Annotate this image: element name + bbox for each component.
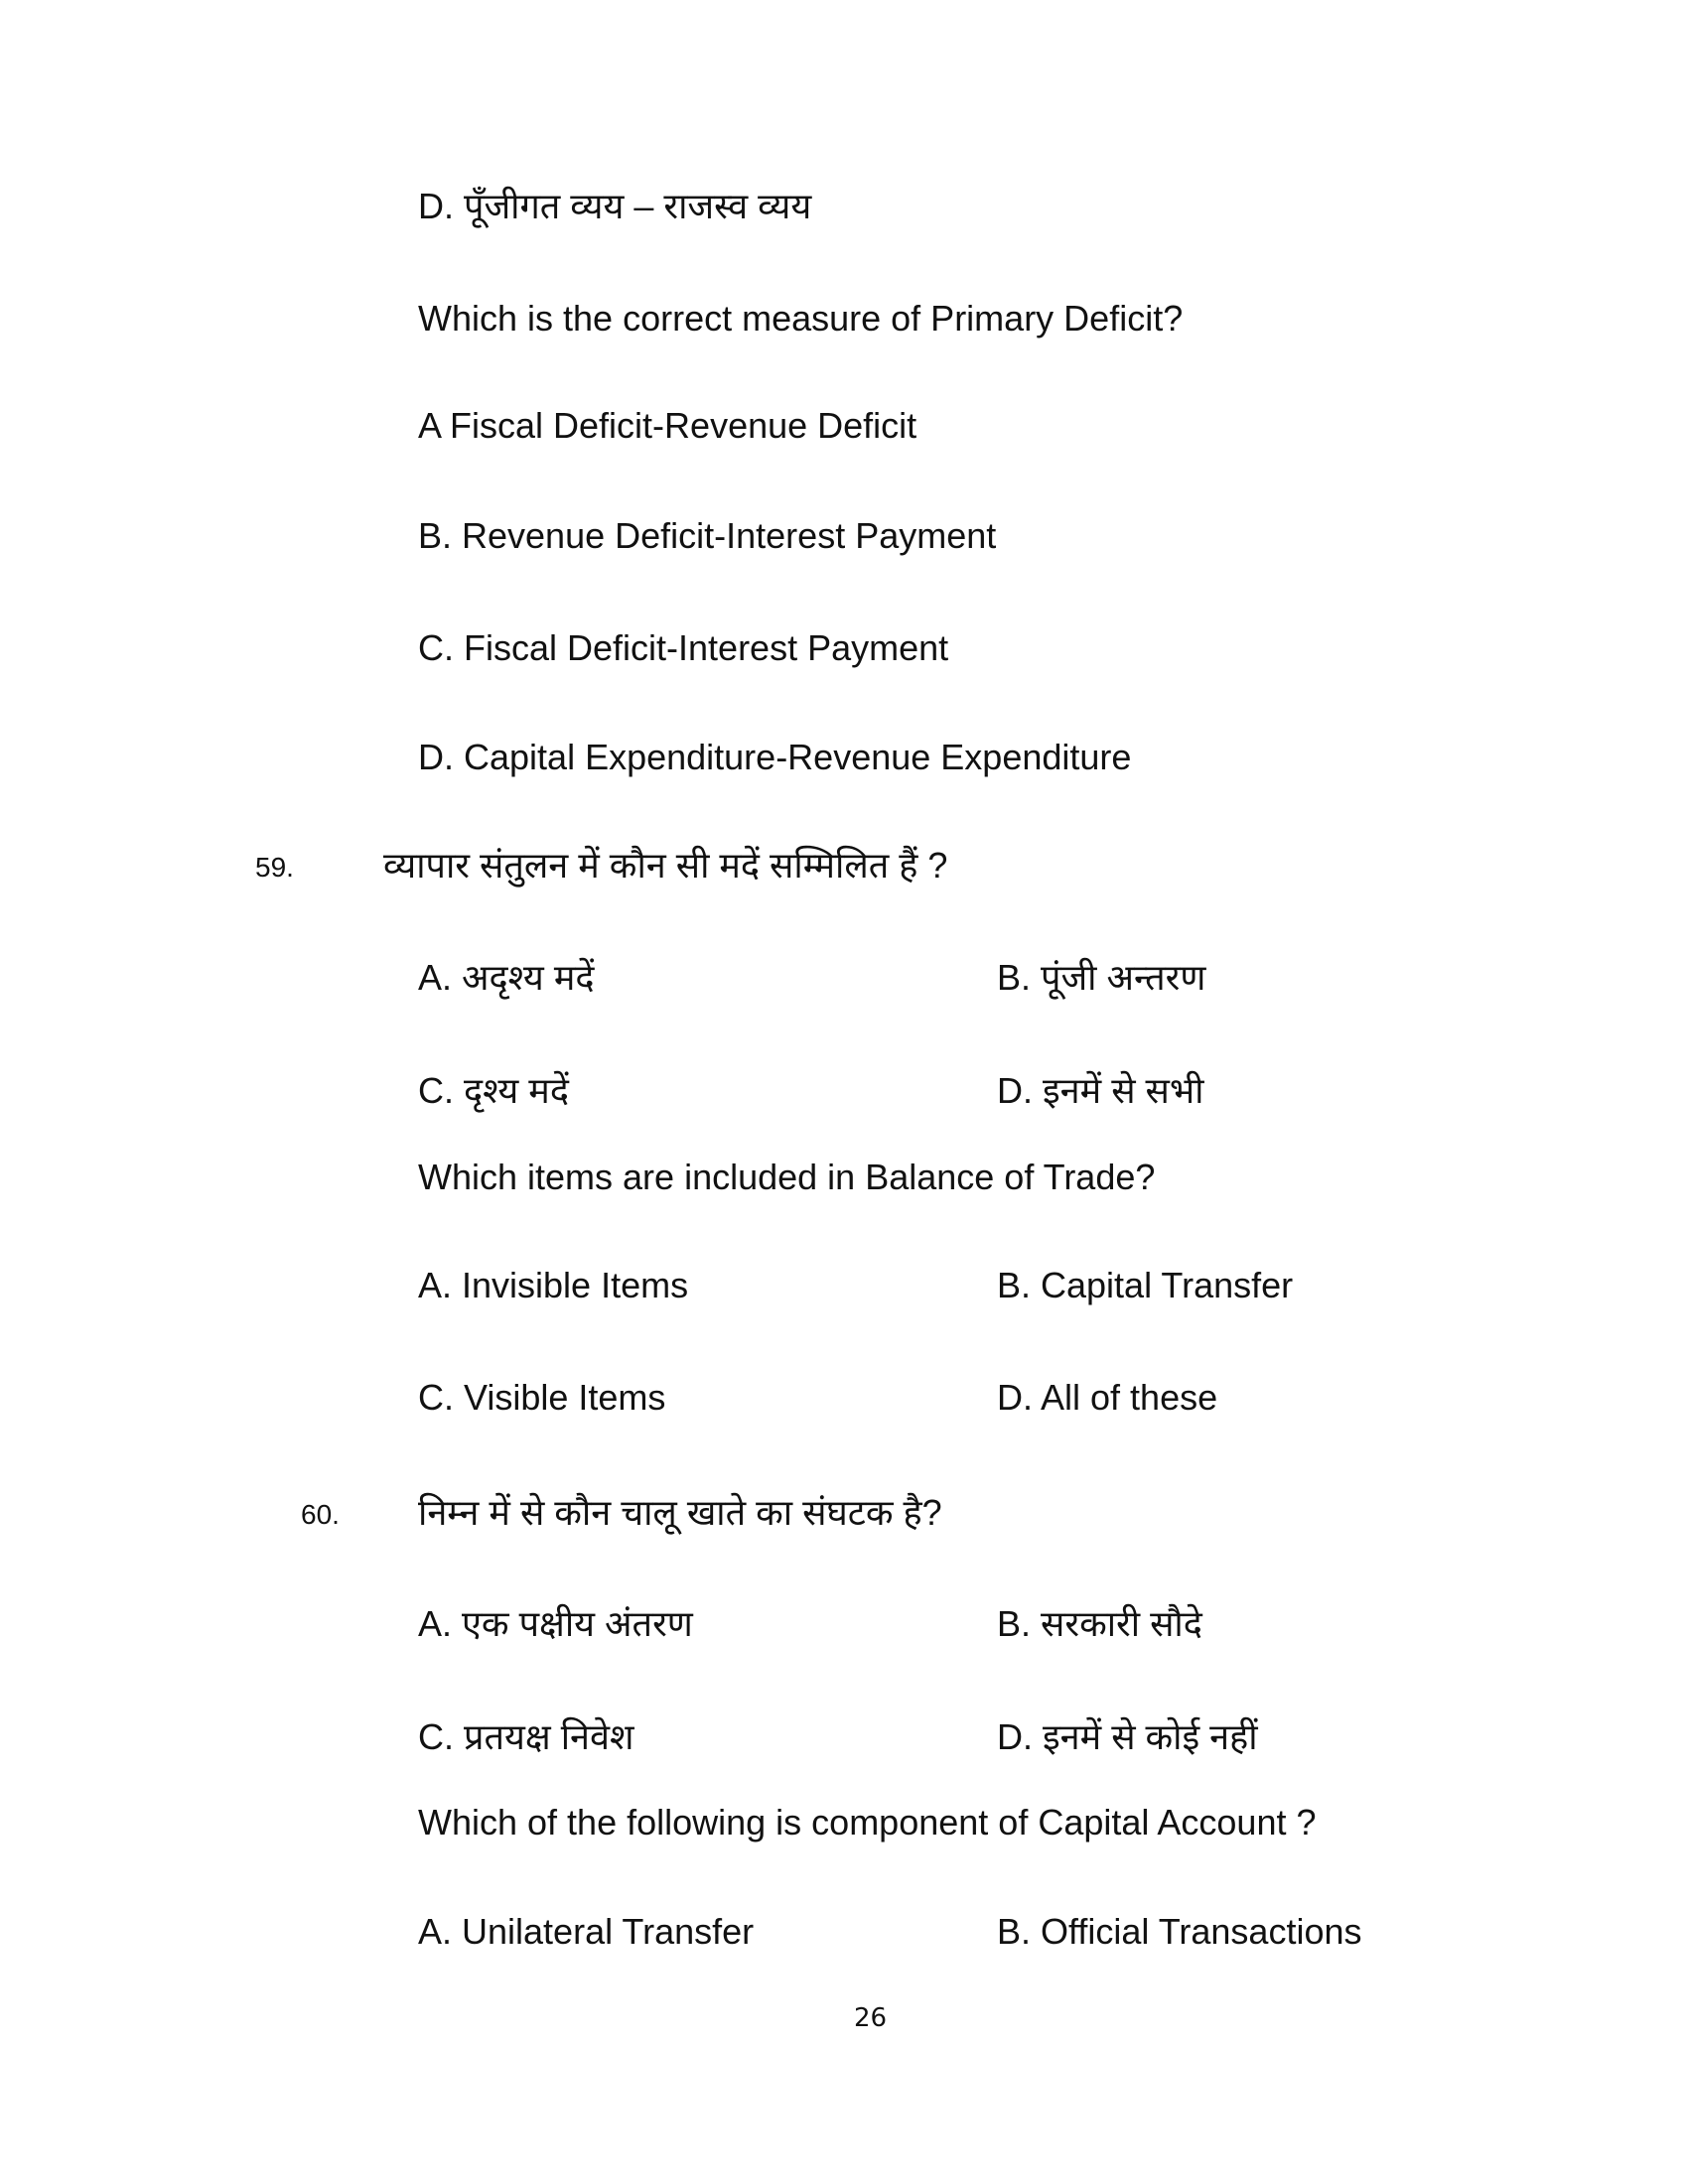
q58-hi-option-d: D. पूँजीगत व्यय – राजस्व व्यय (418, 186, 812, 226)
q58-en-option-b: B. Revenue Deficit-Interest Payment (418, 515, 997, 556)
q59-en-option-a: A. Invisible Items (418, 1265, 689, 1305)
q59-number: 59. (255, 852, 294, 883)
q60-hi-option-b: B. सरकारी सौदे (997, 1603, 1202, 1644)
q58-en-option-a: A Fiscal Deficit-Revenue Deficit (418, 405, 917, 446)
q59-hi-option-b: B. पूंजी अन्तरण (997, 957, 1206, 998)
q58-en-option-d: D. Capital Expenditure-Revenue Expenditure (418, 737, 1132, 777)
q59-en-option-d: D. All of these (997, 1377, 1218, 1418)
q58-en-option-c: C. Fiscal Deficit-Interest Payment (418, 627, 949, 668)
q60-number: 60. (301, 1499, 340, 1530)
q60-hi-question: निम्न में से कौन चालू खाते का संघटक है? (418, 1492, 942, 1533)
q59-en-question: Which items are included in Balance of Trade? (418, 1157, 1156, 1197)
q60-en-option-b: B. Official Transactions (997, 1911, 1362, 1952)
q60-hi-option-d: D. इनमें से कोई नहीं (997, 1716, 1258, 1757)
q60-en-option-a: A. Unilateral Transfer (418, 1911, 755, 1952)
q59-hi-option-a: A. अदृश्य मदें (418, 957, 595, 998)
q59-hi-option-c: C. दृश्य मदें (418, 1070, 569, 1111)
q60-hi-option-a: A. एक पक्षीय अंतरण (418, 1603, 693, 1644)
page-number: 26 (854, 2003, 888, 2033)
q60-hi-option-c: C. प्रतयक्ष निवेश (418, 1716, 634, 1757)
q59-hi-option-d: D. इनमें से सभी (997, 1070, 1204, 1111)
q60-en-question: Which of the following is component of Capital Account ? (418, 1802, 1317, 1843)
q59-en-option-b: B. Capital Transfer (997, 1265, 1294, 1305)
q59-en-option-c: C. Visible Items (418, 1377, 666, 1418)
q58-en-question: Which is the correct measure of Primary Deficit? (418, 298, 1184, 339)
q59-hi-question: व्यापार संतुलन में कौन सी मदें सम्मिलित हैं ? (383, 845, 948, 886)
